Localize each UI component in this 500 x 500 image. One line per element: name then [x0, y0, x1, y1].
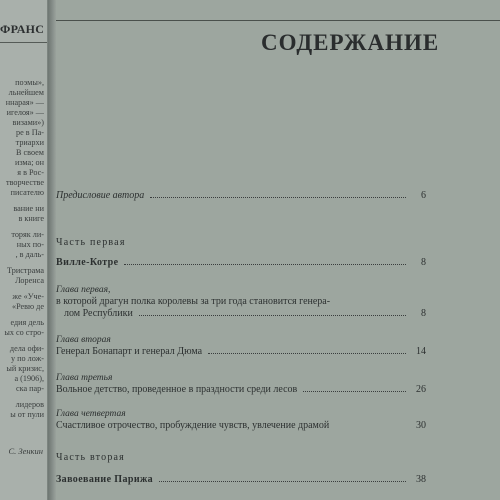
- dot-leader: [335, 422, 406, 428]
- page-number: 30: [416, 420, 426, 431]
- chapter-heading: Глава вторая: [56, 335, 111, 345]
- page-number: 6: [421, 190, 426, 201]
- header-rule: [0, 42, 48, 43]
- text-line: ска пар-: [15, 384, 44, 393]
- part-heading: Часть вторая: [56, 452, 125, 463]
- toc-entry-preface: [56, 190, 426, 202]
- text-line: лидеров: [15, 400, 44, 409]
- part-heading: Часть первая: [56, 237, 126, 248]
- text-line: а (1906),: [14, 374, 44, 383]
- toc-entry-chapter-4: [56, 408, 426, 432]
- chapter-description: Вольное детство, проведенное в праздности среди лесов: [56, 384, 298, 395]
- text-line: ннарая» —: [5, 98, 44, 107]
- text-line: Лоренса: [15, 276, 44, 285]
- running-header: ФРАНС: [0, 22, 45, 36]
- text-line: дела офи-: [9, 344, 44, 353]
- toc-entry-part2-title: [56, 474, 426, 486]
- text-line: торяк ли-: [11, 230, 44, 239]
- toc-entry-part1-title: [56, 257, 426, 269]
- text-line: едия дель: [10, 318, 44, 327]
- text-line: творчестве: [6, 178, 44, 187]
- text-line: изма; он: [14, 158, 44, 167]
- dot-leader: [159, 476, 406, 482]
- text-line: льнейшем: [8, 88, 44, 97]
- text-line: ре в Па-: [16, 128, 44, 137]
- book-gutter: [48, 0, 56, 500]
- text-line: визами»): [12, 118, 44, 127]
- chapter-description: в которой драгун полка королевы за три года становится генера-: [56, 296, 331, 307]
- text-line: вание ни: [13, 204, 44, 213]
- chapter-heading: Глава третья: [56, 373, 113, 383]
- text-line: у по лож-: [10, 354, 44, 363]
- toc-entry-chapter-2: [56, 334, 426, 358]
- text-line: , в даль-: [15, 250, 44, 259]
- text-line: Тристрама: [7, 266, 44, 275]
- dot-leader: [150, 192, 406, 198]
- text-line: ых со стро-: [4, 328, 44, 337]
- dot-leader: [124, 259, 406, 265]
- text-line: же «Уче-: [12, 292, 44, 301]
- text-line: писателю: [10, 188, 44, 197]
- page-number: 14: [416, 346, 426, 357]
- chapter-heading: Глава четвертая: [56, 409, 126, 419]
- header-rule: [56, 20, 500, 21]
- entry-label: Предисловие автора: [56, 190, 145, 201]
- left-page-fragment: [0, 0, 48, 500]
- text-line: ый кризис,: [6, 364, 44, 373]
- text-line: ных по-: [16, 240, 44, 249]
- dot-leader: [139, 310, 406, 316]
- text-line: «Ревю де: [11, 302, 44, 311]
- entry-label: Вилле-Котре: [56, 257, 119, 268]
- text-line: поэмы»,: [15, 78, 44, 87]
- entry-label: Завоевание Парижа: [56, 474, 154, 485]
- text-line: триархи: [15, 138, 44, 147]
- author-signature: С. Зенкин: [8, 446, 43, 456]
- toc-page: [56, 0, 500, 500]
- page-number: 38: [416, 474, 426, 485]
- toc-entry-chapter-3: [56, 372, 426, 396]
- page-number: 8: [421, 308, 426, 319]
- chapter-description: Счастливое отрочество, пробуждение чувств, увлечение драмой: [56, 420, 330, 431]
- text-line: В своем: [16, 148, 44, 157]
- left-text-column: [0, 78, 44, 420]
- text-line: я в Рос-: [17, 168, 44, 177]
- dot-leader: [208, 348, 406, 354]
- text-line: игелоя» —: [6, 108, 44, 117]
- dot-leader: [303, 386, 406, 392]
- text-line: в книге: [18, 214, 44, 223]
- page-number: 8: [421, 257, 426, 268]
- chapter-description: Генерал Бонапарт и генерал Дюма: [56, 346, 203, 357]
- page-number: 26: [416, 384, 426, 395]
- toc-entry-chapter-1: [56, 284, 426, 320]
- chapter-description-cont: лом Республики: [64, 308, 133, 319]
- text-line: ы от пули: [10, 410, 44, 419]
- page-title: СОДЕРЖАНИЕ: [261, 30, 440, 55]
- chapter-heading: Глава первая,: [56, 285, 111, 295]
